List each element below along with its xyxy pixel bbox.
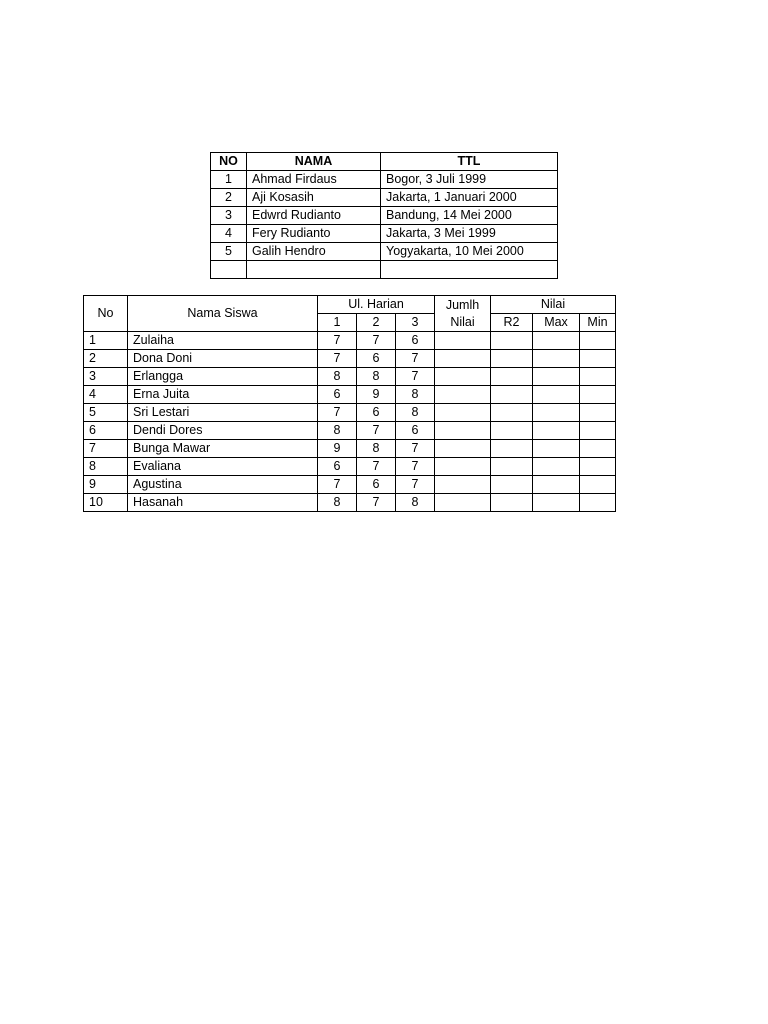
cell-no: 4 (211, 225, 247, 243)
cell-jumlah-nilai (435, 368, 491, 386)
table-row (211, 261, 558, 279)
subheader-ul-2: 2 (357, 314, 396, 332)
cell-nama-siswa: Dendi Dores (128, 422, 318, 440)
cell-ul-1: 7 (318, 476, 357, 494)
cell-ul-2: 7 (357, 332, 396, 350)
cell-max (533, 494, 580, 512)
header-ttl: TTL (381, 153, 558, 171)
cell-ttl: Jakarta, 3 Mei 1999 (381, 225, 558, 243)
cell-nama: Edwrd Rudianto (247, 207, 381, 225)
cell-max (533, 332, 580, 350)
cell-ul-1: 8 (318, 494, 357, 512)
cell-ul-1: 6 (318, 458, 357, 476)
cell-nama-siswa: Erlangga (128, 368, 318, 386)
cell-no: 6 (84, 422, 128, 440)
cell-nama: Ahmad Firdaus (247, 171, 381, 189)
cell-no: 4 (84, 386, 128, 404)
table-row (84, 476, 616, 494)
table-row (84, 350, 616, 368)
subheader-max: Max (533, 314, 580, 332)
cell-r2 (491, 494, 533, 512)
student-ttl-table (210, 152, 558, 279)
cell-ul-3: 7 (396, 350, 435, 368)
cell-ul-3: 7 (396, 368, 435, 386)
cell-min (580, 494, 616, 512)
cell-nama (247, 261, 381, 279)
cell-jumlah-nilai (435, 386, 491, 404)
cell-no: 7 (84, 440, 128, 458)
cell-max (533, 350, 580, 368)
cell-no: 10 (84, 494, 128, 512)
cell-r2 (491, 404, 533, 422)
header-nama: NAMA (247, 153, 381, 171)
cell-ttl: Jakarta, 1 Januari 2000 (381, 189, 558, 207)
cell-r2 (491, 476, 533, 494)
table-header-row (211, 153, 558, 171)
header-ul-harian: Ul. Harian (318, 296, 435, 314)
cell-ul-3: 8 (396, 386, 435, 404)
subheader-min: Min (580, 314, 616, 332)
cell-ul-3: 7 (396, 476, 435, 494)
cell-ul-3: 8 (396, 404, 435, 422)
cell-ul-3: 6 (396, 422, 435, 440)
cell-ul-2: 8 (357, 440, 396, 458)
header-no: No (84, 296, 128, 332)
cell-max (533, 404, 580, 422)
cell-ttl: Bogor, 3 Juli 1999 (381, 171, 558, 189)
cell-ul-1: 8 (318, 368, 357, 386)
table-row (84, 458, 616, 476)
table-row (211, 189, 558, 207)
cell-nama: Galih Hendro (247, 243, 381, 261)
cell-jumlah-nilai (435, 476, 491, 494)
cell-r2 (491, 422, 533, 440)
cell-no: 3 (211, 207, 247, 225)
cell-min (580, 476, 616, 494)
table-row (84, 332, 616, 350)
table-row (84, 368, 616, 386)
cell-r2 (491, 440, 533, 458)
cell-min (580, 350, 616, 368)
cell-jumlah-nilai (435, 404, 491, 422)
table-row (84, 422, 616, 440)
cell-no: 9 (84, 476, 128, 494)
subheader-ul-1: 1 (318, 314, 357, 332)
cell-nama-siswa: Erna Juita (128, 386, 318, 404)
cell-ul-1: 7 (318, 350, 357, 368)
cell-ul-2: 7 (357, 494, 396, 512)
cell-jumlah-nilai (435, 440, 491, 458)
cell-nama-siswa: Sri Lestari (128, 404, 318, 422)
cell-ul-3: 6 (396, 332, 435, 350)
table-row (84, 494, 616, 512)
cell-min (580, 332, 616, 350)
cell-r2 (491, 332, 533, 350)
cell-nama-siswa: Bunga Mawar (128, 440, 318, 458)
cell-min (580, 404, 616, 422)
cell-ul-1: 8 (318, 422, 357, 440)
cell-min (580, 368, 616, 386)
table-row (84, 440, 616, 458)
cell-nama-siswa: Dona Doni (128, 350, 318, 368)
table-row (211, 171, 558, 189)
header-jumlah-line2: Nilai (450, 314, 475, 329)
cell-ul-1: 6 (318, 386, 357, 404)
header-no: NO (211, 153, 247, 171)
cell-ul-1: 7 (318, 404, 357, 422)
cell-jumlah-nilai (435, 422, 491, 440)
cell-ul-2: 7 (357, 422, 396, 440)
cell-no: 5 (211, 243, 247, 261)
cell-ul-2: 6 (357, 476, 396, 494)
cell-ul-1: 9 (318, 440, 357, 458)
cell-jumlah-nilai (435, 458, 491, 476)
cell-no: 1 (211, 171, 247, 189)
table-row (84, 386, 616, 404)
header-nama-siswa: Nama Siswa (128, 296, 318, 332)
cell-no: 2 (84, 350, 128, 368)
subheader-ul-3: 3 (396, 314, 435, 332)
header-jumlah-nilai (435, 296, 491, 332)
cell-ul-3: 8 (396, 494, 435, 512)
subheader-r2: R2 (491, 314, 533, 332)
cell-nama-siswa: Evaliana (128, 458, 318, 476)
cell-ul-1: 7 (318, 332, 357, 350)
cell-ul-2: 7 (357, 458, 396, 476)
cell-no: 8 (84, 458, 128, 476)
cell-r2 (491, 350, 533, 368)
cell-jumlah-nilai (435, 494, 491, 512)
header-nilai: Nilai (491, 296, 616, 314)
table-row (211, 225, 558, 243)
cell-jumlah-nilai (435, 332, 491, 350)
cell-max (533, 476, 580, 494)
cell-max (533, 386, 580, 404)
cell-jumlah-nilai (435, 350, 491, 368)
cell-r2 (491, 458, 533, 476)
cell-ul-3: 7 (396, 440, 435, 458)
cell-ul-2: 8 (357, 368, 396, 386)
cell-max (533, 368, 580, 386)
cell-min (580, 386, 616, 404)
cell-no: 5 (84, 404, 128, 422)
table-header-row (84, 296, 616, 314)
cell-max (533, 422, 580, 440)
table-row (211, 207, 558, 225)
table-row (84, 404, 616, 422)
table-row (211, 243, 558, 261)
grades-table (83, 295, 616, 512)
cell-max (533, 458, 580, 476)
cell-min (580, 440, 616, 458)
cell-no: 2 (211, 189, 247, 207)
cell-nama: Fery Rudianto (247, 225, 381, 243)
cell-nama-siswa: Agustina (128, 476, 318, 494)
cell-no (211, 261, 247, 279)
cell-ul-2: 6 (357, 350, 396, 368)
cell-ul-3: 7 (396, 458, 435, 476)
cell-ttl: Yogyakarta, 10 Mei 2000 (381, 243, 558, 261)
cell-nama: Aji Kosasih (247, 189, 381, 207)
cell-r2 (491, 368, 533, 386)
header-jumlah-line1: Jumlh (445, 297, 480, 312)
cell-min (580, 458, 616, 476)
cell-min (580, 422, 616, 440)
cell-no: 3 (84, 368, 128, 386)
cell-nama-siswa: Zulaiha (128, 332, 318, 350)
cell-max (533, 440, 580, 458)
cell-r2 (491, 386, 533, 404)
cell-ul-2: 6 (357, 404, 396, 422)
cell-nama-siswa: Hasanah (128, 494, 318, 512)
cell-ul-2: 9 (357, 386, 396, 404)
cell-ttl: Bandung, 14 Mei 2000 (381, 207, 558, 225)
cell-no: 1 (84, 332, 128, 350)
cell-ttl (381, 261, 558, 279)
